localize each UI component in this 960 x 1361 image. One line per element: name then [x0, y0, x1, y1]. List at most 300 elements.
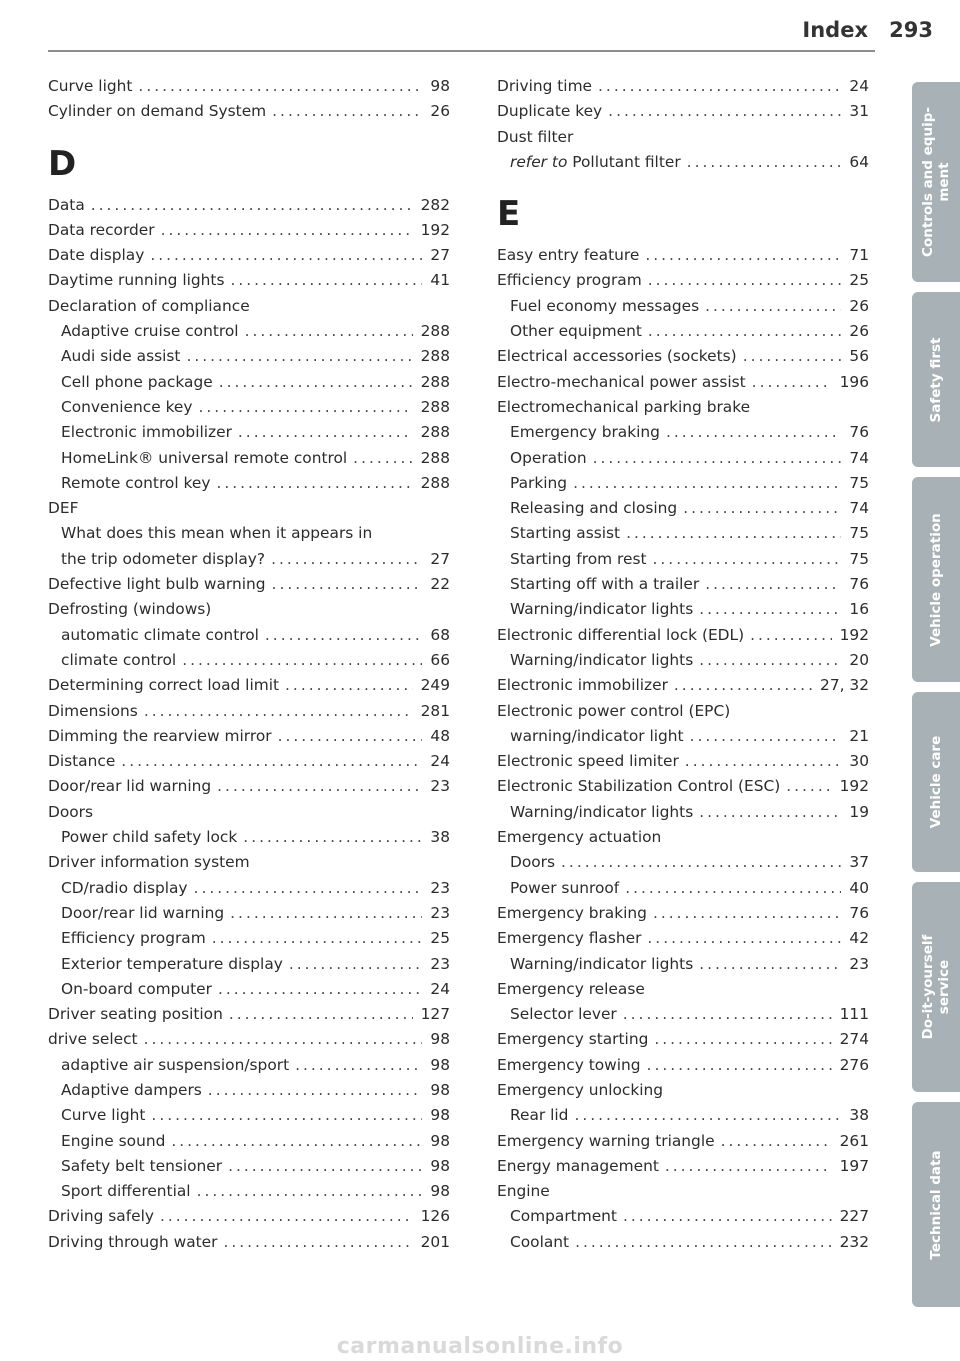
entry-label — [510, 600, 693, 618]
index-entry[interactable] — [497, 1157, 869, 1182]
entry-page[interactable]: 23 — [430, 903, 450, 922]
index-subentry[interactable] — [48, 347, 450, 372]
leader-dots — [654, 1030, 831, 1048]
section-letter: E — [497, 194, 521, 235]
index-subentry[interactable] — [48, 828, 450, 853]
entry-text: Rear lid — [510, 1106, 569, 1125]
entry-text: Compartment — [510, 1207, 617, 1226]
index-subentry[interactable] — [48, 626, 450, 651]
leader-dots — [151, 1106, 422, 1124]
entry-page[interactable]: 23 — [430, 777, 450, 796]
index-subentry[interactable] — [497, 600, 869, 625]
entry-page[interactable]: 288 — [420, 372, 450, 391]
index-subentry[interactable] — [497, 1106, 869, 1131]
index-subentry[interactable] — [497, 1233, 869, 1258]
entry-label — [497, 246, 639, 264]
index-entry[interactable] — [497, 1182, 869, 1207]
entry-label — [497, 1157, 659, 1175]
entry-page[interactable]: 98 — [430, 1055, 450, 1074]
index-subentry[interactable] — [48, 955, 450, 980]
entry-page[interactable]: 288 — [420, 322, 450, 341]
entry-page[interactable]: 26 — [430, 102, 450, 121]
entry-page[interactable]: 201 — [420, 1232, 450, 1251]
entry-text: Adaptive dampers — [61, 1080, 202, 1099]
index-subentry[interactable] — [48, 879, 450, 904]
entry-label — [497, 904, 647, 922]
entry-text: HomeLink® universal remote control — [61, 448, 348, 467]
entry-page[interactable]: 27, 32 — [820, 676, 869, 695]
index-entry[interactable] — [48, 777, 450, 802]
entry-text: Emergency unlocking — [497, 1080, 664, 1099]
entry-label — [48, 600, 211, 618]
entry-label — [61, 449, 347, 467]
entry-page[interactable]: 19 — [849, 802, 869, 821]
index-subentry[interactable] — [48, 449, 450, 474]
leader-dots — [623, 1207, 832, 1225]
index-entry[interactable] — [48, 727, 450, 752]
index-entry[interactable] — [48, 1030, 450, 1055]
leader-dots — [216, 474, 412, 492]
leader-dots — [271, 550, 422, 568]
leader-dots — [295, 1056, 422, 1074]
entry-page[interactable]: 126 — [420, 1207, 450, 1226]
entry-page[interactable]: 98 — [430, 77, 450, 95]
entry-label — [497, 828, 661, 846]
index-entry[interactable] — [48, 702, 450, 727]
entry-label — [48, 246, 144, 264]
index-entry[interactable] — [497, 1081, 869, 1106]
index-subentry[interactable] — [497, 449, 869, 474]
entry-text: Date display — [48, 246, 145, 265]
entry-page[interactable]: 26 — [849, 296, 869, 315]
index-subentry[interactable] — [497, 803, 869, 828]
leader-dots — [575, 1233, 832, 1251]
entry-page[interactable]: 276 — [839, 1055, 869, 1074]
entry-label — [497, 77, 592, 95]
entry-page[interactable]: 40 — [849, 878, 869, 897]
entry-text: Driver seating position — [48, 1005, 223, 1024]
entry-page[interactable]: 64 — [849, 152, 869, 171]
entry-page[interactable]: 23 — [430, 954, 450, 973]
index-entry[interactable] — [48, 196, 450, 221]
entry-text: Emergency warning triangle — [497, 1131, 715, 1150]
leader-dots — [144, 1030, 423, 1048]
entry-text: Defective light bulb warning — [48, 575, 266, 594]
index-entry[interactable] — [497, 1056, 869, 1081]
entry-label — [48, 1030, 138, 1048]
leader-dots — [272, 102, 422, 120]
entry-text: Driver information system — [48, 853, 250, 872]
leader-dots — [625, 879, 841, 897]
index-subentry[interactable] — [48, 904, 450, 929]
entry-page[interactable]: 38 — [430, 828, 450, 847]
entry-page[interactable]: 288 — [420, 473, 450, 492]
index-entry[interactable] — [497, 980, 869, 1005]
entry-page[interactable]: 48 — [430, 726, 450, 745]
index-entry[interactable] — [48, 676, 450, 701]
index-subentry[interactable] — [48, 980, 450, 1005]
entry-page[interactable]: 25 — [430, 929, 450, 948]
index-subentry[interactable] — [497, 474, 869, 499]
entry-page[interactable]: 26 — [849, 322, 869, 341]
leader-dots — [623, 1005, 832, 1023]
entry-page[interactable]: 75 — [849, 473, 869, 492]
entry-page[interactable]: 24 — [430, 752, 450, 771]
index-subentry[interactable] — [497, 651, 869, 676]
entry-text: Electronic power control (EPC) — [497, 701, 731, 720]
entry-label — [510, 449, 587, 467]
entry-page[interactable]: 197 — [839, 1156, 869, 1175]
entry-text: Starting off with a trailer — [510, 575, 700, 594]
entry-page[interactable]: 227 — [839, 1207, 869, 1226]
index-entry[interactable] — [48, 297, 450, 322]
entry-page[interactable]: 192 — [839, 777, 869, 796]
entry-page[interactable]: 75 — [849, 524, 869, 543]
leader-dots — [750, 626, 831, 644]
index-entry[interactable] — [497, 676, 869, 701]
entry-page[interactable]: 66 — [430, 650, 450, 669]
entry-text: Door/rear lid warning — [48, 777, 212, 796]
leader-dots — [699, 600, 841, 618]
index-subentry[interactable] — [497, 153, 869, 178]
entry-text: Convenience key — [61, 397, 193, 416]
entry-label — [510, 1005, 617, 1023]
index-entry[interactable] — [497, 702, 869, 727]
index-subentry[interactable] — [48, 1157, 450, 1182]
index-subentry[interactable] — [48, 474, 450, 499]
entry-text: Emergency braking — [497, 903, 647, 922]
index-subentry[interactable] — [48, 524, 450, 549]
entry-label — [510, 1233, 569, 1251]
index-subentry[interactable] — [497, 879, 869, 904]
entry-page[interactable]: 27 — [430, 246, 450, 265]
entry-page[interactable]: 74 — [849, 499, 869, 518]
entry-text: Emergency starting — [497, 1030, 649, 1049]
leader-dots — [645, 246, 841, 264]
entry-label — [497, 777, 780, 795]
index-entry[interactable] — [497, 929, 869, 954]
entry-text: automatic climate control — [61, 625, 259, 644]
entry-text: climate control — [61, 650, 177, 669]
index-subentry[interactable] — [497, 297, 869, 322]
entry-label — [510, 322, 642, 340]
entry-page[interactable]: 196 — [839, 372, 869, 391]
index-entry[interactable] — [497, 398, 869, 423]
index-entry[interactable] — [48, 1207, 450, 1232]
entry-page[interactable]: 20 — [849, 650, 869, 669]
index-entry[interactable] — [497, 1030, 869, 1055]
entry-text: Warning/indicator lights — [510, 650, 694, 669]
entry-page[interactable]: 75 — [849, 549, 869, 568]
entry-label — [510, 423, 660, 441]
entry-label — [48, 1005, 223, 1023]
entry-page[interactable]: 98 — [430, 1080, 450, 1099]
entry-page[interactable]: 281 — [420, 701, 450, 720]
index-entry[interactable] — [497, 102, 869, 127]
index-entry[interactable] — [497, 271, 869, 296]
index-subentry[interactable] — [48, 1106, 450, 1131]
entry-label — [48, 853, 250, 871]
index-entry[interactable] — [497, 1132, 869, 1157]
entry-text: Emergency flasher — [497, 929, 642, 948]
entry-page[interactable]: 56 — [849, 347, 869, 366]
entry-page[interactable]: 192 — [839, 625, 869, 644]
index-entry[interactable] — [497, 904, 869, 929]
entry-label — [48, 575, 266, 593]
index-subentry[interactable] — [48, 1182, 450, 1207]
entry-label — [510, 499, 677, 517]
entry-text: adaptive air suspension/sport — [61, 1055, 290, 1074]
entry-page[interactable]: 111 — [839, 1005, 869, 1024]
entry-page[interactable]: 74 — [849, 448, 869, 467]
entry-page[interactable]: 98 — [430, 1156, 450, 1175]
entry-label — [510, 474, 567, 492]
leader-dots — [647, 929, 841, 947]
entry-label — [510, 803, 693, 821]
entry-page[interactable]: 98 — [430, 1030, 450, 1049]
entry-label — [510, 955, 693, 973]
index-entry[interactable] — [497, 828, 869, 853]
leader-dots — [161, 221, 413, 239]
index-subentry[interactable] — [497, 322, 869, 347]
entry-page[interactable]: 42 — [849, 929, 869, 948]
index-entry[interactable] — [497, 777, 869, 802]
entry-page[interactable]: 21 — [849, 726, 869, 745]
index-subentry[interactable] — [48, 651, 450, 676]
index-entry[interactable] — [497, 752, 869, 777]
leader-dots — [353, 449, 412, 467]
leader-dots — [243, 828, 422, 846]
entry-label — [497, 702, 730, 720]
leader-dots — [574, 1106, 841, 1124]
entry-page[interactable]: 23 — [849, 954, 869, 973]
entry-label — [510, 297, 699, 315]
entry-text: Other equipment — [510, 322, 642, 341]
entry-page[interactable]: 98 — [430, 1106, 450, 1125]
entry-label — [497, 1081, 663, 1099]
leader-dots — [721, 1132, 832, 1150]
entry-page[interactable]: 76 — [849, 903, 869, 922]
entry-label — [510, 1207, 617, 1225]
entry-text: Coolant — [510, 1232, 570, 1251]
leader-dots — [219, 373, 413, 391]
index-subentry[interactable] — [497, 853, 869, 878]
entry-page[interactable]: 288 — [420, 397, 450, 416]
entry-label — [61, 879, 188, 897]
index-subentry[interactable] — [497, 524, 869, 549]
entry-page[interactable]: 38 — [849, 1106, 869, 1125]
index-column-left — [48, 77, 450, 1258]
entry-page[interactable]: 249 — [420, 676, 450, 695]
index-entry[interactable] — [497, 626, 869, 651]
index-entry[interactable] — [48, 271, 450, 296]
entry-text: Fuel economy messages — [510, 296, 700, 315]
entry-text: What does this mean when it appears in — [61, 524, 373, 543]
index-entry[interactable] — [48, 803, 450, 828]
index-subentry[interactable] — [48, 423, 450, 448]
leader-dots — [598, 77, 841, 95]
entry-label — [497, 398, 750, 416]
entry-label — [48, 297, 250, 315]
entry-label — [497, 1030, 648, 1048]
index-subentry[interactable] — [497, 575, 869, 600]
entry-label — [61, 626, 259, 644]
index-subentry[interactable] — [497, 1207, 869, 1232]
index-entry[interactable] — [48, 575, 450, 600]
entry-page[interactable]: 127 — [420, 1005, 450, 1024]
entry-page[interactable]: 22 — [430, 575, 450, 594]
leader-dots — [217, 777, 422, 795]
entry-page[interactable]: 68 — [430, 625, 450, 644]
index-subentry[interactable] — [48, 1056, 450, 1081]
page-title: Index — [802, 18, 868, 42]
index-subentry[interactable] — [497, 1005, 869, 1030]
index-entry[interactable] — [48, 1233, 450, 1258]
chapter-tab[interactable] — [912, 82, 960, 282]
entry-text: Daytime running lights — [48, 271, 225, 290]
entry-page[interactable]: 23 — [430, 878, 450, 897]
index-entry[interactable] — [497, 246, 869, 271]
chapter-tab[interactable] — [912, 1102, 960, 1307]
index-entry[interactable] — [48, 499, 450, 524]
entry-page[interactable]: 71 — [849, 246, 869, 265]
leader-dots — [647, 1056, 832, 1074]
entry-page[interactable]: 282 — [420, 195, 450, 214]
index-entry[interactable] — [48, 77, 450, 102]
entry-text: Emergency towing — [497, 1055, 641, 1074]
entry-page[interactable]: 76 — [849, 423, 869, 442]
entry-text: Emergency release — [497, 979, 645, 998]
index-subentry[interactable] — [48, 1081, 450, 1106]
entry-text: Distance — [48, 752, 116, 771]
entry-page[interactable]: 30 — [849, 752, 869, 771]
index-entry[interactable] — [48, 853, 450, 878]
entry-label — [497, 102, 602, 120]
index-subentry[interactable] — [497, 955, 869, 980]
entry-page[interactable]: 41 — [430, 271, 450, 290]
leader-dots — [121, 752, 422, 770]
entry-page[interactable]: 261 — [839, 1131, 869, 1150]
entry-text: Dimming the rearview mirror — [48, 726, 272, 745]
entry-text: the trip odometer display? — [61, 549, 266, 568]
leader-dots — [705, 575, 841, 593]
chapter-tab[interactable] — [912, 477, 960, 682]
index-entry[interactable] — [497, 77, 869, 102]
index-entry[interactable] — [48, 752, 450, 777]
leader-dots — [230, 904, 422, 922]
leader-dots — [289, 955, 423, 973]
index-entry[interactable] — [497, 373, 869, 398]
leader-dots — [573, 474, 841, 492]
entry-page[interactable]: 16 — [849, 600, 869, 619]
index-subentry[interactable] — [497, 423, 869, 448]
leader-dots — [752, 373, 832, 391]
header-rule — [48, 50, 875, 52]
entry-page[interactable]: 288 — [420, 448, 450, 467]
chapter-tab[interactable] — [912, 692, 960, 872]
entry-label — [61, 955, 283, 973]
leader-dots — [666, 423, 841, 441]
index-entry[interactable] — [497, 347, 869, 372]
index-entry[interactable] — [48, 102, 450, 127]
index-subentry[interactable] — [48, 929, 450, 954]
entry-text: drive select — [48, 1030, 138, 1049]
entry-prefix: refer to — [510, 152, 568, 171]
entry-page[interactable]: 31 — [849, 102, 869, 121]
entry-page[interactable]: 37 — [849, 853, 869, 872]
entry-text: Warning/indicator lights — [510, 600, 694, 619]
index-subentry[interactable] — [48, 550, 450, 575]
entry-page[interactable]: 274 — [839, 1030, 869, 1049]
entry-text: Releasing and closing — [510, 499, 678, 518]
entry-text: Emergency braking — [510, 423, 660, 442]
entry-page[interactable]: 24 — [849, 77, 869, 95]
leader-dots — [265, 626, 423, 644]
entry-label — [61, 929, 206, 947]
entry-page[interactable]: 232 — [839, 1232, 869, 1251]
entry-page[interactable]: 288 — [420, 423, 450, 442]
page-number: 293 — [889, 18, 933, 42]
leader-dots — [786, 777, 831, 795]
entry-label — [48, 1233, 217, 1251]
chapter-tab[interactable] — [912, 882, 960, 1092]
entry-page[interactable]: 24 — [430, 979, 450, 998]
entry-page[interactable]: 192 — [420, 220, 450, 239]
entry-label — [510, 879, 619, 897]
entry-page[interactable]: 76 — [849, 575, 869, 594]
index-subentry[interactable] — [48, 322, 450, 347]
entry-label — [61, 828, 237, 846]
entry-label — [497, 128, 573, 146]
index-entry[interactable] — [48, 1005, 450, 1030]
entry-page[interactable]: 25 — [849, 271, 869, 290]
entry-page[interactable]: 98 — [430, 1182, 450, 1201]
index-subentry[interactable] — [497, 550, 869, 575]
entry-text: Remote control key — [61, 473, 211, 492]
index-subentry[interactable] — [497, 727, 869, 752]
entry-text: Electronic immobilizer — [497, 676, 668, 695]
entry-label — [497, 347, 737, 365]
entry-label — [510, 853, 555, 871]
chapter-tab[interactable] — [912, 292, 960, 467]
entry-page[interactable]: 288 — [420, 347, 450, 366]
entry-label — [61, 980, 212, 998]
index-entry[interactable] — [48, 221, 450, 246]
entry-label — [510, 651, 693, 669]
index-entry[interactable] — [48, 600, 450, 625]
entry-text: Efficiency program — [497, 271, 642, 290]
entry-page[interactable]: 27 — [430, 549, 450, 568]
index-entry[interactable] — [48, 246, 450, 271]
index-subentry[interactable] — [497, 499, 869, 524]
entry-text: Doors — [510, 853, 556, 872]
entry-page[interactable]: 98 — [430, 1131, 450, 1150]
index-subentry[interactable] — [48, 398, 450, 423]
chapter-tab-label: Vehicle care — [928, 735, 944, 829]
index-subentry[interactable] — [48, 1132, 450, 1157]
index-subentry[interactable] — [48, 373, 450, 398]
leader-dots — [150, 246, 422, 264]
entry-label — [61, 904, 224, 922]
entry-text: Efficiency program — [61, 929, 206, 948]
entry-text: Audi side assist — [61, 347, 181, 366]
entry-label — [61, 1056, 289, 1074]
entry-text: Exterior temperature display — [61, 954, 283, 973]
index-entry[interactable] — [497, 128, 869, 153]
entry-text: DEF — [48, 499, 79, 518]
entry-text: Determining correct load limit — [48, 676, 280, 695]
leader-dots — [699, 803, 841, 821]
